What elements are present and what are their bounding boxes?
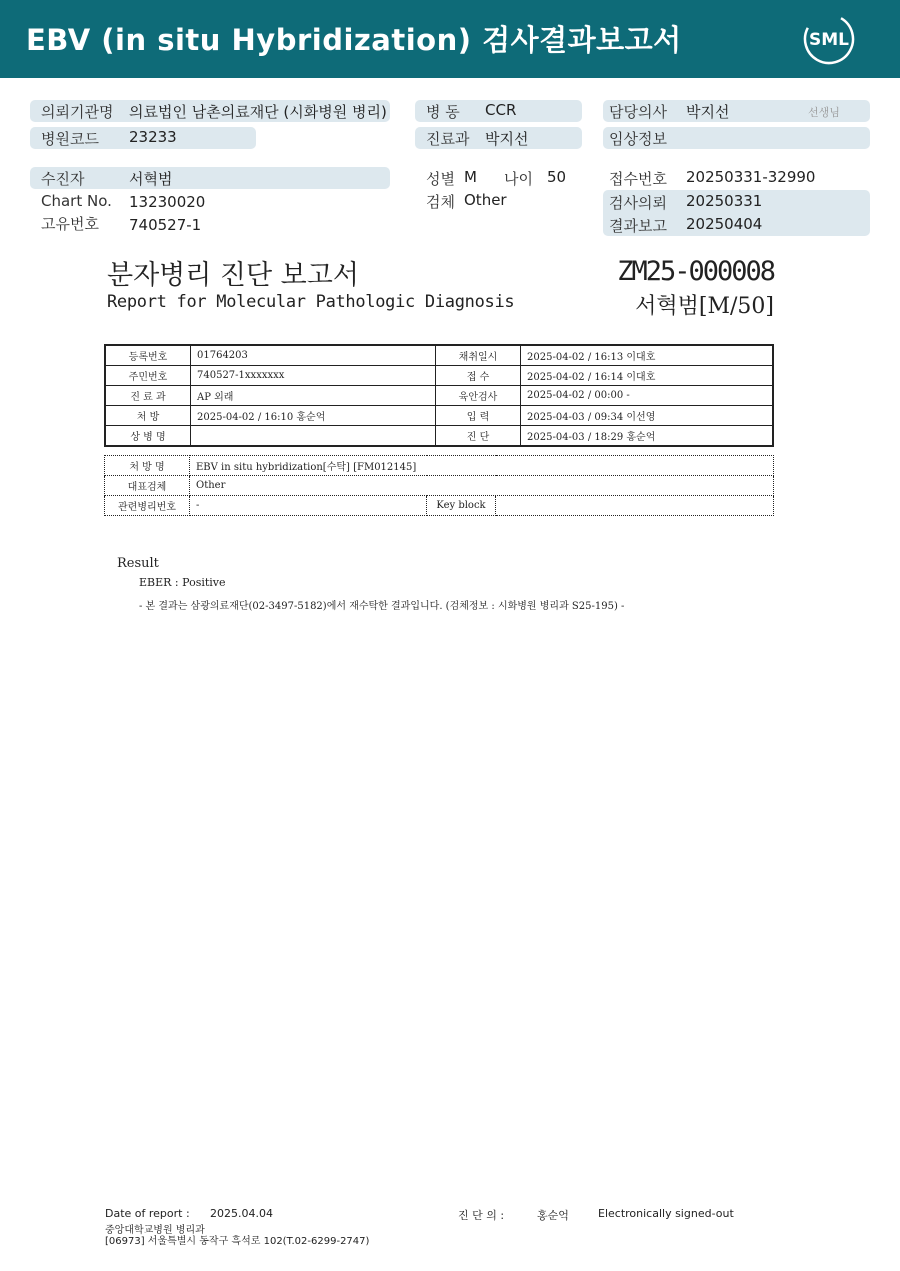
table-cell-value: 2025-04-02 / 00:00 - [521, 386, 774, 406]
result-note: - 본 결과는 삼광의료재단(02-3497-5182)에서 재수탁한 결과입니다. (검체정보 : 시화병원 병리과 S25-195) - [139, 601, 625, 612]
table-cell-label: 주민번호 [105, 366, 191, 386]
table-cell-value: 2025-04-02 / 16:13 이대호 [521, 345, 774, 366]
institution-label: 의뢰기관명 [41, 103, 114, 121]
table-cell-label: 입 력 [436, 406, 521, 426]
table-row [105, 345, 773, 366]
table-cell-value: 2025-04-03 / 09:34 이선영 [521, 406, 774, 426]
table-cell-value: 740527-1xxxxxxx [191, 366, 436, 386]
order-table [104, 455, 774, 516]
table-cell-value: 2025-04-02 / 16:10 홍순억 [191, 406, 436, 426]
footer-organization: 중앙대학교병원 병리과 [105, 1225, 205, 1236]
footer-diagnostician-label: 진 단 의 : [458, 1209, 505, 1222]
report-patient-tag: 서혁범[M/50] [635, 294, 774, 319]
table-cell-label: 등록번호 [105, 345, 191, 366]
report-date-value: 20250404 [686, 215, 763, 233]
table-cell-label: 처 방 [105, 406, 191, 426]
result-eber: EBER : Positive [139, 576, 226, 589]
rx-label: 처 방 명 [105, 456, 190, 476]
table-row [105, 456, 774, 476]
specimen-value: Other [464, 191, 507, 209]
specimen-label: 검체 [426, 193, 455, 211]
sml-logo-icon [802, 12, 856, 66]
department-label: 진료과 [426, 130, 470, 148]
footer-date-label: Date of report : [105, 1207, 190, 1220]
table-cell-label: 진 단 [436, 426, 521, 447]
unique-no-label: 고유번호 [41, 215, 99, 233]
sex-value: M [464, 168, 477, 186]
institution-value: 의료법인 남촌의료재단 (시화병원 병리) [129, 103, 387, 121]
table-cell-label: 채취일시 [436, 345, 521, 366]
age-label: 나이 [504, 170, 533, 188]
related-pathology-value: - [190, 496, 427, 516]
footer-signed-status: Electronically signed-out [598, 1207, 734, 1220]
doctor-label: 담당의사 [609, 103, 667, 121]
receipt-no-value: 20250331-32990 [686, 168, 816, 186]
table-row [105, 476, 774, 496]
key-block-label: Key block [427, 496, 496, 516]
table-cell-label: 상 병 명 [105, 426, 191, 447]
table-cell-value: AP 외래 [191, 386, 436, 406]
report-id: ZM25-000008 [617, 256, 774, 287]
hospital-code-label: 병원코드 [41, 130, 99, 148]
unique-no-value: 740527-1 [129, 216, 202, 234]
table-cell-value: 2025-04-02 / 16:14 이대호 [521, 366, 774, 386]
patient-value: 서혁범 [129, 170, 173, 188]
chart-no-value: 13230020 [129, 193, 206, 211]
ward-label: 병 동 [426, 103, 460, 121]
chart-no-label: Chart No. [41, 192, 112, 210]
svg-text:SML: SML [809, 30, 849, 50]
age-value: 50 [547, 168, 567, 186]
hospital-code-value: 23233 [129, 128, 177, 146]
table-cell-label: 육안검사 [436, 386, 521, 406]
sex-label: 성별 [426, 170, 455, 188]
report-title-english: Report for Molecular Pathologic Diagnosis [107, 292, 515, 312]
clinical-info-label: 임상정보 [609, 130, 667, 148]
department-value: 박지선 [485, 130, 529, 148]
table-row [105, 386, 773, 406]
footer-date-value: 2025.04.04 [210, 1207, 273, 1220]
report-title-korean: 분자병리 진단 보고서 [107, 260, 359, 291]
footer-diagnostician-value: 홍순억 [537, 1209, 569, 1222]
key-block-value [496, 496, 774, 516]
table-cell-value: 01764203 [191, 345, 436, 366]
table-row [105, 406, 773, 426]
doctor-suffix: 선생님 [808, 106, 840, 119]
specimen-type-value: Other [190, 476, 774, 496]
related-pathology-label: 관련병리번호 [105, 496, 190, 516]
table-row [105, 426, 773, 447]
request-date-value: 20250331 [686, 192, 763, 210]
specimen-type-label: 대표검체 [105, 476, 190, 496]
rx-value: EBV in situ hybridization[수탁] [FM012145] [190, 456, 774, 476]
table-cell-label: 접 수 [436, 366, 521, 386]
table-cell-value: 2025-04-03 / 18:29 홍순억 [521, 426, 774, 447]
request-date-label: 검사의뢰 [609, 194, 667, 212]
report-header [0, 0, 900, 78]
ward-value: CCR [485, 101, 517, 119]
table-cell-value [191, 426, 436, 447]
table-cell-label: 진 료 과 [105, 386, 191, 406]
patient-label: 수진자 [41, 170, 85, 188]
report-header-title: EBV (in situ Hybridization) 검사결과보고서 [26, 23, 682, 57]
table-row [105, 496, 774, 516]
table-row [105, 366, 773, 386]
result-heading: Result [117, 556, 159, 571]
receipt-no-label: 접수번호 [609, 170, 667, 188]
doctor-value: 박지선 [686, 103, 730, 121]
report-date-label: 결과보고 [609, 217, 667, 235]
registration-table [104, 344, 774, 447]
footer-address: [06973] 서울특별시 동작구 흑석로 102(T.02-6299-2747) [105, 1236, 370, 1247]
